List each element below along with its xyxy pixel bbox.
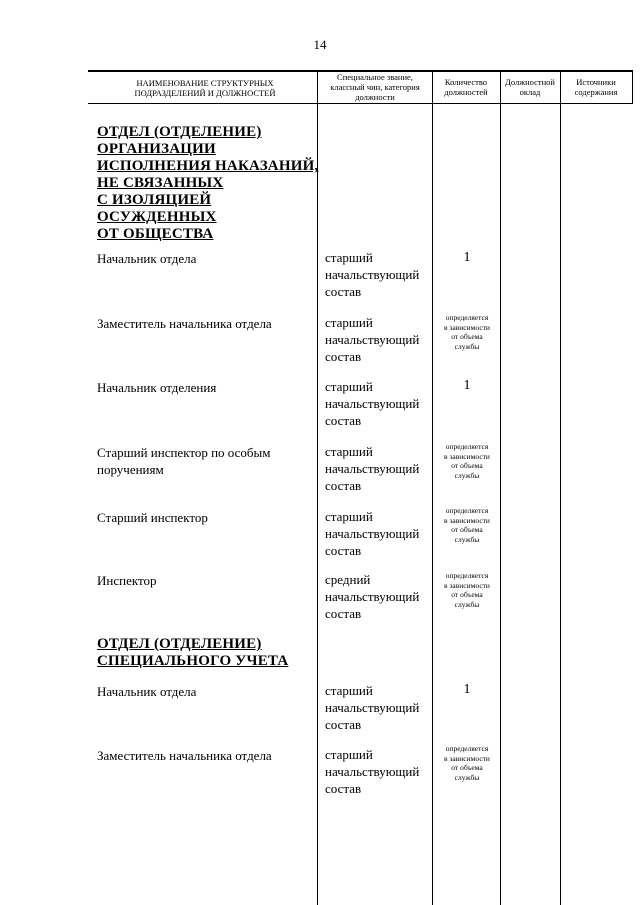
position-name: Начальник отдела [97, 251, 197, 266]
position-count: определяется в зависимости от объема службы [444, 506, 490, 544]
position-count: определяется в зависимости от объема службы [444, 571, 490, 609]
column-divider [560, 70, 561, 905]
position-name: Заместитель начальника отдела [97, 316, 272, 331]
position-rank: старший начальствующий состав [325, 250, 420, 299]
header-salary-column: Должностной оклад [505, 77, 555, 97]
position-rank: старший начальствующий состав [325, 379, 420, 428]
header-name-column: НАИМЕНОВАНИЕ СТРУКТУРНЫХ ПОДРАЗДЕЛЕНИЙ И ДОЛЖНОСТЕЙ [134, 78, 276, 98]
header-count-column: Количество должностей [444, 77, 488, 97]
position-count: 1 [463, 378, 471, 393]
position-rank: старший начальствующий состав [325, 315, 420, 364]
position-rank: старший начальствующий состав [325, 444, 420, 493]
table-right-edge [632, 70, 633, 104]
position-rank: старший начальствующий состав [325, 509, 420, 558]
position-count: 1 [463, 250, 471, 265]
position-name: Начальник отделения [97, 380, 217, 395]
position-name: Заместитель начальника отдела [97, 748, 272, 763]
section-title: ОТДЕЛ (ОТДЕЛЕНИЕ) ОРГАНИЗАЦИИ ИСПОЛНЕНИЯ НАКАЗАНИЙ, НЕ СВЯЗАННЫХ С ИЗОЛЯЦИЕЙ ОСУЖДЕННЫХ ОТ ОБЩЕСТВА [97, 124, 319, 242]
position-name: Старший инспектор [97, 510, 208, 525]
position-count: 1 [463, 682, 471, 697]
position-rank: старший начальствующий состав [325, 747, 420, 796]
section-title: ОТДЕЛ (ОТДЕЛЕНИЕ) СПЕЦИАЛЬНОГО УЧЕТА [97, 636, 289, 669]
position-rank: средний начальствующий состав [325, 572, 420, 621]
position-name: Инспектор [97, 573, 157, 588]
position-count: определяется в зависимости от объема службы [444, 744, 490, 782]
header-rank-column: Специальное звание, классный чин, категория должности [330, 72, 420, 102]
position-count: определяется в зависимости от объема службы [444, 442, 490, 480]
header-source-column: Источники содержания [574, 77, 618, 97]
position-name: Старший инспектор по особым поручениям [97, 445, 271, 477]
position-name: Начальник отдела [97, 684, 197, 699]
position-rank: старший начальствующий состав [325, 683, 420, 732]
header-bottom-rule [88, 103, 633, 104]
page-number: 14 [313, 37, 327, 52]
position-count: определяется в зависимости от объема службы [444, 313, 490, 351]
